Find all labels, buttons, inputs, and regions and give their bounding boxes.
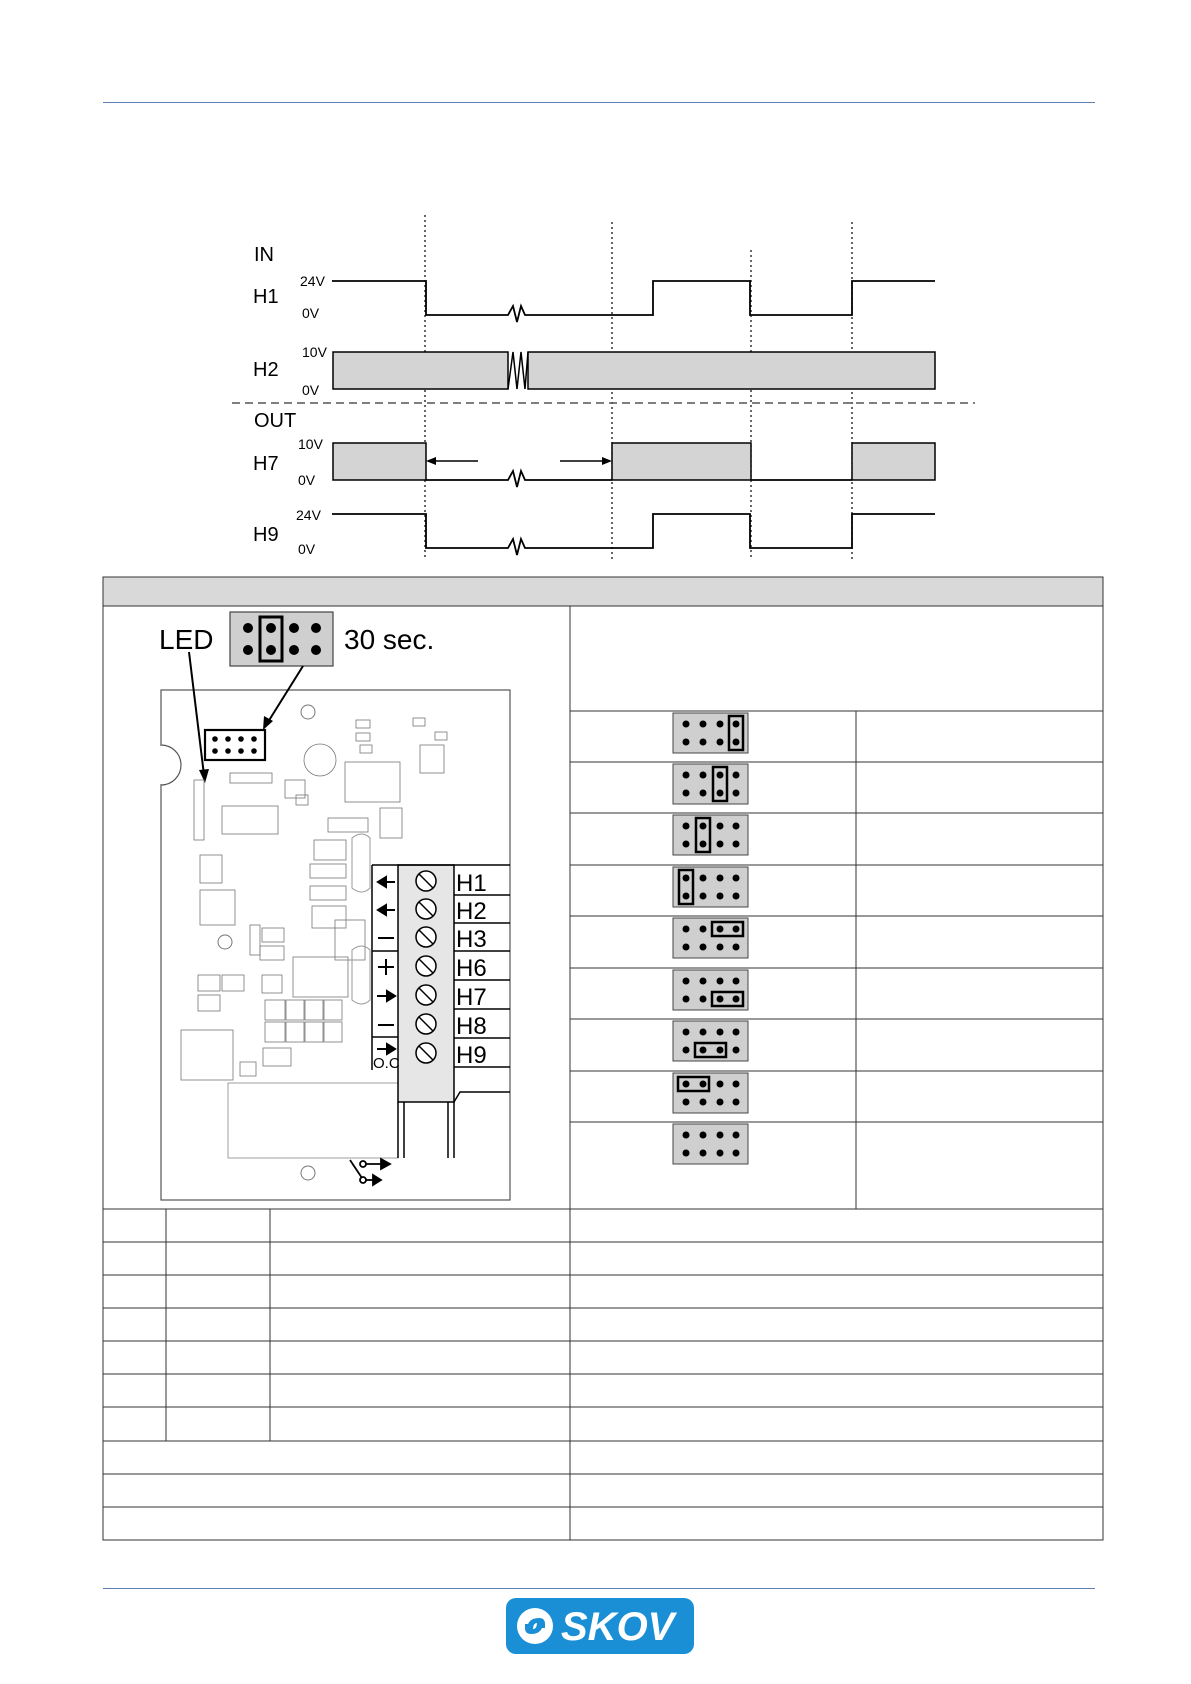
h9-high: 24V — [296, 507, 321, 523]
terminal-h8-label: H8 — [456, 1013, 487, 1040]
jumper-icons — [673, 713, 748, 1164]
terminal-h2-label: H2 — [456, 898, 487, 925]
jumper-setting-2-icon — [673, 764, 748, 804]
jumper-setting-9-icon — [673, 1124, 748, 1164]
h1-low: 0V — [302, 305, 320, 321]
skov-logo — [505, 1597, 695, 1655]
h7-high: 10V — [298, 436, 323, 452]
delay-label: 30 sec. — [344, 624, 435, 655]
jumper-setting-8-icon — [673, 1073, 748, 1113]
in-label: IN — [254, 244, 274, 266]
open-collector-label: O.C — [373, 1055, 400, 1072]
bottom-rule — [103, 1588, 1095, 1589]
h7-name: H7 — [253, 453, 279, 475]
h9-name: H9 — [253, 524, 279, 546]
table-header — [103, 577, 1103, 606]
h2-name: H2 — [253, 359, 279, 381]
board-jumper-header — [205, 730, 265, 760]
terminal-h7-label: H7 — [456, 984, 487, 1011]
terminal-h9-label: H9 — [456, 1042, 487, 1069]
terminal-h1-label: H1 — [456, 870, 487, 897]
h2-low: 0V — [302, 382, 320, 398]
h7-low: 0V — [298, 472, 316, 488]
jumper-setting-4-icon — [673, 867, 748, 907]
h1-high: 24V — [300, 273, 325, 289]
logo-text: SKOV — [561, 1605, 675, 1649]
jumper-30sec-icon — [230, 612, 333, 666]
jumper-setting-3-icon — [673, 815, 748, 855]
jumper-setting-6-icon — [673, 970, 748, 1010]
out-label: OUT — [254, 410, 297, 432]
terminal-h3-label: H3 — [456, 926, 487, 953]
jumper-setting-5-icon — [673, 918, 748, 958]
h9-low: 0V — [298, 541, 316, 557]
terminal-h6-label: H6 — [456, 955, 487, 982]
jumper-setting-7-icon — [673, 1021, 748, 1061]
h2-high: 10V — [302, 344, 327, 360]
jumper-setting-1-icon — [673, 713, 748, 753]
h1-name: H1 — [253, 286, 279, 308]
led-label: LED — [159, 624, 214, 655]
